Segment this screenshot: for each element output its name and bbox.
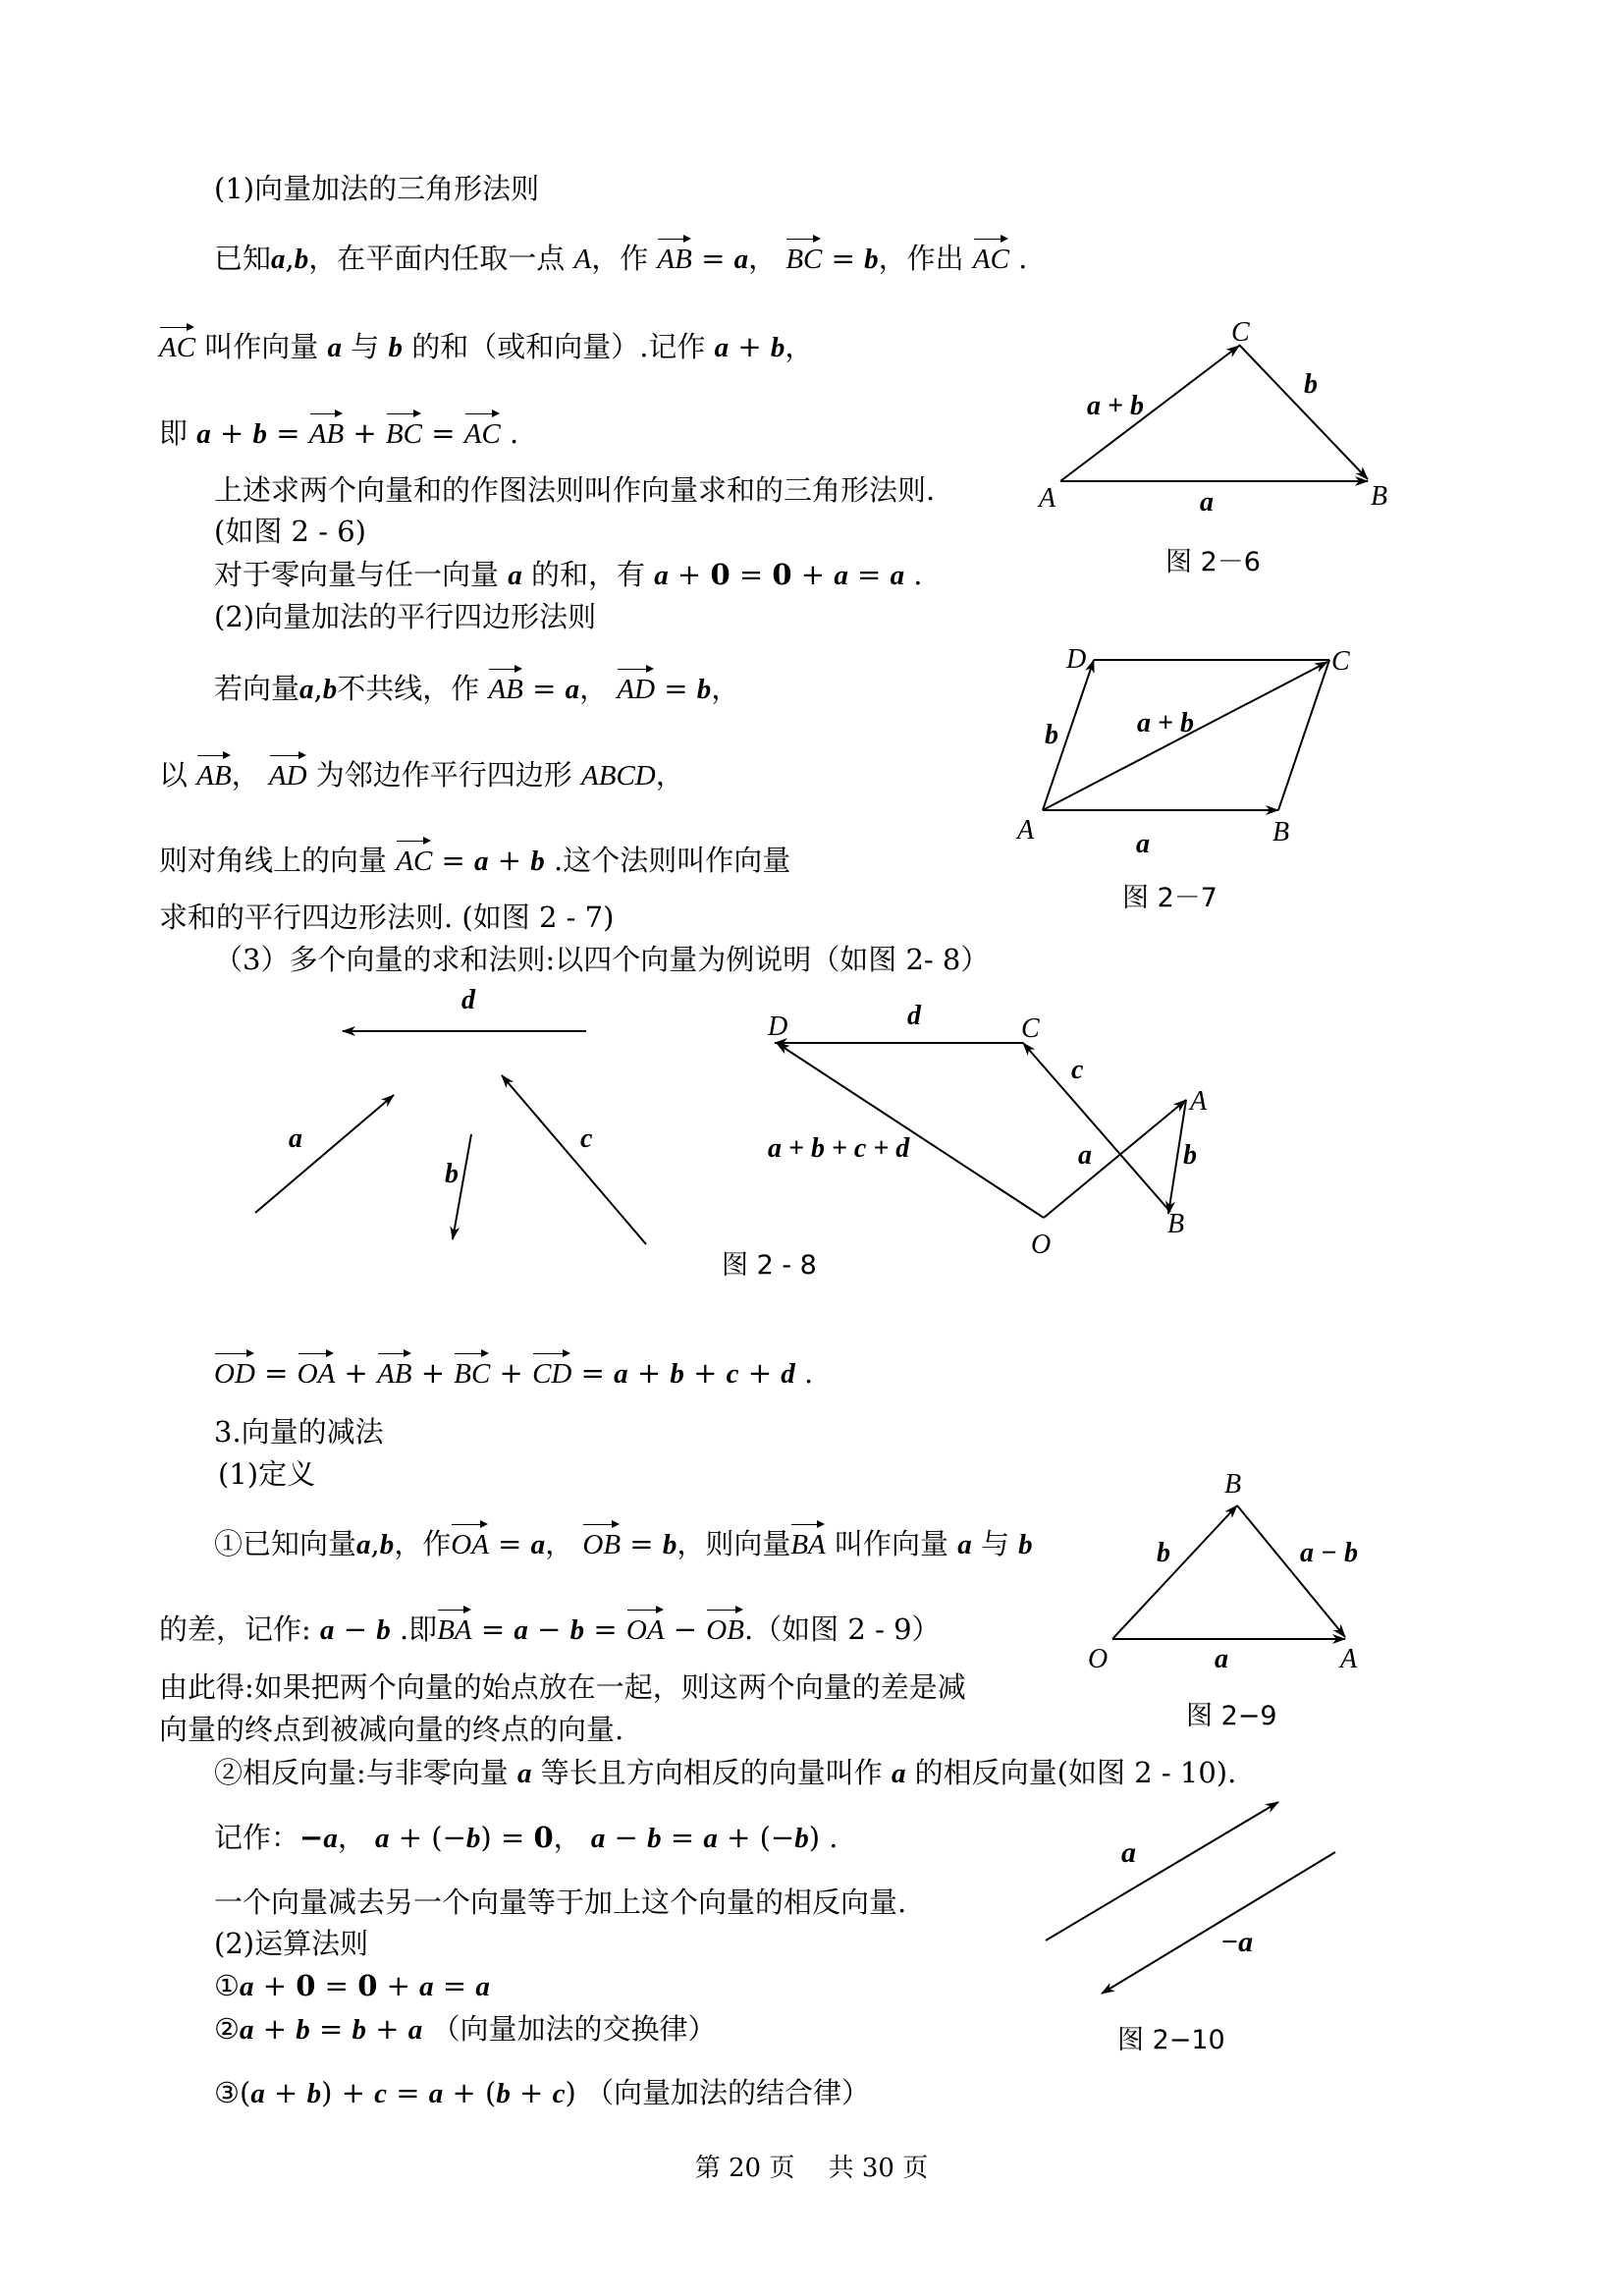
text: 即: [159, 416, 189, 450]
label-a: a: [1215, 1644, 1228, 1674]
paragraph-difference-conclusion-2: 向量的终点到被减向量的终点的向量.: [159, 1713, 624, 1746]
label-C: C: [1231, 317, 1250, 348]
subsection-title-definition: (1)定义: [218, 1457, 316, 1491]
caption-fig-2-6: 图 2－6: [1165, 547, 1261, 577]
text: ，作: [591, 242, 649, 275]
label-B: B: [1272, 817, 1290, 847]
label-a-minus-b: a − b: [1300, 1538, 1358, 1568]
label-d: d: [461, 985, 475, 1015]
text: .这个法则叫作向量: [554, 844, 791, 877]
text: ①已知向量: [214, 1527, 357, 1560]
figure-2-8-polygon: [775, 1043, 1186, 1218]
text: 以: [159, 758, 189, 792]
vector-OA: [1044, 1100, 1186, 1218]
paragraph-subtract-rule: 一个向量减去另一个向量等于加上这个向量的相反向量.: [214, 1886, 907, 1919]
label-B: B: [1224, 1469, 1242, 1500]
text: （向量加法的结合律）: [584, 2076, 870, 2109]
formula-multi-sum: OD = OA + AB + BC + CD = a + b + c + d .: [214, 1350, 813, 1392]
text: .（如图 2 - 9）: [743, 1613, 941, 1646]
label-a-plus-b: a + b: [1087, 391, 1144, 421]
label-A: A: [1039, 483, 1056, 514]
rule-3: ③(a + b) + c = a + (b + c) （向量加法的结合律）: [214, 2076, 870, 2109]
label-b: b: [1304, 369, 1318, 400]
text: 与: [351, 330, 380, 363]
text: 已知: [214, 242, 272, 275]
label-neg-a: −a: [1220, 1926, 1254, 1958]
text: 叫作向量: [204, 330, 319, 363]
text: ，在平面内任取一点: [308, 242, 566, 275]
vector-c: [502, 1075, 646, 1244]
section-title-multi-vector: （3）多个向量的求和法则:以四个向量为例说明（如图 2- 8）: [214, 943, 990, 976]
label-a: a: [289, 1123, 302, 1154]
label-a: a: [1078, 1140, 1092, 1171]
label-b: b: [1183, 1140, 1197, 1171]
text: 的差，记作:: [159, 1613, 311, 1646]
paragraph-diagonal: 则对角线上的向量 AC = a + b .这个法则叫作向量: [159, 838, 790, 879]
label-b: b: [1045, 720, 1058, 750]
vector-a-minus-b: [1237, 1505, 1345, 1637]
label-A: A: [1017, 815, 1035, 846]
label-b: b: [445, 1159, 459, 1189]
figure-2-9-difference: [1112, 1505, 1345, 1639]
text: 若向量: [214, 672, 300, 705]
figure-2-8-free-labels: [289, 985, 593, 1189]
section-title-triangle-rule: (1)向量加法的三角形法则: [214, 172, 540, 205]
vector-b: [1239, 345, 1368, 479]
paragraph-sum-formula: 即 a + b = AB + BC = AC .: [159, 410, 518, 452]
label-a-plus-b: a + b: [1137, 708, 1194, 738]
label-C: C: [1021, 1013, 1040, 1044]
vector-a: [255, 1095, 394, 1213]
paragraph-parallelogram-rule: 求和的平行四边形法则. (如图 2 - 7): [159, 901, 615, 934]
label-O: O: [1031, 1230, 1052, 1260]
text: ，则向量: [676, 1527, 791, 1560]
text: 则对角线上的向量: [159, 844, 388, 877]
label-A: A: [1340, 1644, 1358, 1674]
text: （向量加法的交换律）: [431, 2012, 717, 2046]
vector-neg-a: [1102, 1852, 1335, 1994]
vector-OD: [777, 1043, 1044, 1218]
label-c: c: [580, 1123, 593, 1154]
text: 对于零向量与任一向量: [214, 558, 500, 591]
paragraph-triangle-rule: 上述求两个向量和的作图法则叫作向量求和的三角形法则.: [214, 473, 936, 507]
rule-2: ②a + b = b + a （向量加法的交换律）: [214, 2012, 717, 2046]
label-C: C: [1331, 646, 1350, 677]
figure-2-6-labels: [1037, 317, 1387, 518]
paragraph-see-fig-2-6: (如图 2 - 6): [214, 515, 366, 548]
caption-fig-2-9: 图 2−9: [1186, 1701, 1277, 1731]
figure-2-10-labels: [1121, 1836, 1253, 1958]
caption-fig-2-7: 图 2－7: [1122, 883, 1217, 913]
text: 的和（或和向量）.记作: [411, 330, 706, 363]
vector-BC: [1023, 1043, 1170, 1212]
label-D: D: [1066, 644, 1087, 675]
text: 等长且方向相反的向量叫作: [540, 1756, 883, 1789]
paragraph-difference-def: ①已知向量a,b，作OA = a， OB = b，则向量BA 叫作向量 a 与 b: [214, 1521, 1033, 1562]
label-D: D: [768, 1011, 788, 1042]
text: .即: [399, 1613, 438, 1646]
text: 的和，有: [530, 558, 645, 591]
text: 与: [980, 1527, 1009, 1560]
paragraph-zero-vector: 对于零向量与任一向量 a 的和，有 a + 0 = 0 + a = a .: [214, 558, 923, 591]
text: 记作：: [214, 1821, 300, 1854]
label-a: a: [1136, 829, 1150, 859]
paragraph-difference-notation: 的差，记作: a − b .即BA = a − b = OA − OB.（如图 2 - 9）: [159, 1607, 941, 1648]
paragraph-opposite-vector: ②相反向量:与非零向量 a 等长且方向相反的向量叫作 a 的相反向量(如图 2 - 10).: [214, 1756, 1237, 1789]
page-footer: 第 20 页 共 30 页: [694, 2154, 929, 2183]
label-a: a: [1200, 487, 1214, 518]
label-B: B: [1371, 481, 1388, 512]
figure-2-8-polygon-labels: [767, 1001, 1208, 1260]
text: 叫作向量: [834, 1527, 948, 1560]
rule-1: ①a + 0 = 0 + a = a: [214, 1969, 490, 2002]
caption-fig-2-8: 图 2 - 8: [722, 1250, 817, 1281]
paragraph-opposite-notation: 记作：−a， a + (−b) = 0， a − b = a + (−b) .: [214, 1821, 839, 1854]
text: ②相反向量:与非零向量: [214, 1756, 509, 1789]
text: 的相反向量(如图 2 - 10).: [914, 1756, 1237, 1789]
label-B: B: [1167, 1209, 1185, 1239]
vector-b: [1112, 1505, 1237, 1639]
label-O: O: [1088, 1644, 1109, 1674]
paragraph-parallelogram-sides: 以 AB， AD 为邻边作平行四边形 ABCD，: [159, 752, 684, 793]
paragraph-sum-definition: AC 叫作向量 a 与 b 的和（或和向量）.记作 a + b，: [159, 324, 813, 365]
label-c: c: [1071, 1055, 1084, 1085]
text: 为邻边作平行四边形: [315, 758, 572, 792]
text: ，作: [394, 1527, 452, 1560]
section-title-subtraction: 3.向量的减法: [214, 1415, 384, 1449]
vector-a: [1046, 1802, 1278, 1941]
paragraph-parallelogram-given: 若向量a,b不共线，作 AB = a， AD = b，: [214, 666, 739, 707]
section-title-parallelogram-rule: (2)向量加法的平行四边形法则: [214, 600, 597, 633]
figure-2-9-labels: [1088, 1469, 1358, 1674]
caption-fig-2-10: 图 2−10: [1117, 2025, 1225, 2055]
paragraph-difference-conclusion-1: 由此得:如果把两个向量的始点放在一起，则这两个向量的差是减: [159, 1670, 966, 1704]
label-A: A: [1190, 1086, 1208, 1117]
text: 不共线，作: [337, 672, 480, 705]
label-d: d: [907, 1001, 921, 1031]
label-b: b: [1157, 1538, 1170, 1568]
subsection-title-operation-rules: (2)运算法则: [214, 1927, 369, 1960]
figure-2-10-opposite: [1046, 1802, 1335, 1994]
paragraph-triangle-given: 已知a,b，在平面内任取一点 A，作 AB = a， BC = b，作出 AC .: [214, 236, 1027, 277]
label-a: a: [1121, 1836, 1136, 1869]
text: ，作出: [878, 242, 964, 275]
label-a-plus-b-plus-c-plus-d: a + b + c + d: [768, 1133, 910, 1164]
